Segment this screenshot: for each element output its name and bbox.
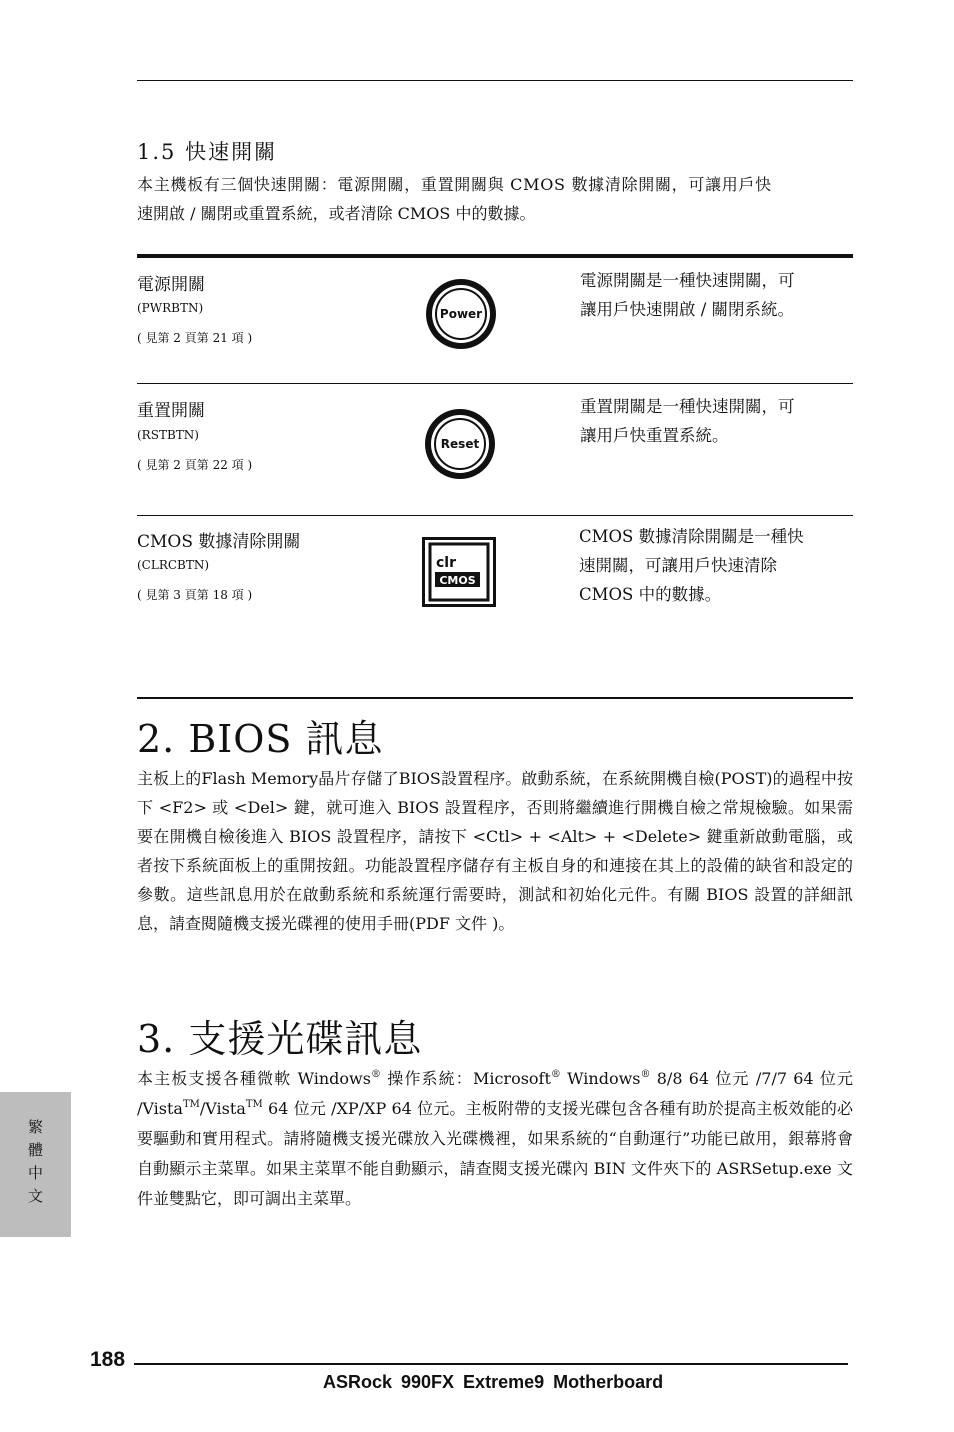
registered-mark: ® [550, 1069, 561, 1080]
switch-ref: ( 見第 2 頁第 21 項 ) [137, 331, 253, 345]
section-1-5-intro-line1: 本主機板有三個快速開關：電源開關，重置開關與 CMOS 數據清除開關，可讓用戶快 [137, 175, 772, 194]
section-3-text: Windows [560, 1069, 641, 1088]
switch-desc-line: 電源開關是一種快速開關，可 [580, 271, 795, 290]
page-number: 188 [90, 1348, 126, 1371]
switch-name: 重置開關 [137, 401, 205, 421]
language-side-tab [0, 1092, 71, 1237]
switch-desc-line: 速開關，可讓用戶快速清除 [579, 556, 777, 575]
section-3-title: 3. 支援光碟訊息 [137, 1017, 423, 1061]
table-top-rule [137, 254, 853, 258]
switch-name: 電源開關 [137, 275, 205, 295]
switch-desc-line: CMOS 中的數據。 [579, 585, 722, 604]
cmos-icon-label: CMOS [439, 574, 476, 587]
section-3-text: 64 位元 /XP/XP 64 位元。主板附帶的支援光碟包含各種有助於提高主板效能的必要驅動和實用程式。請將隨機支援光碟放入光碟機裡，如果系統的“自動運行”功能已啟用，銀幕將會自動顯示主菜單。如果主菜單不能自動顯示，請查閱支援光碟內 BIN 文件夾下的 ASRSetup.exe 文件並雙點它，即可調出主菜單。 [137, 1099, 853, 1208]
registered-mark: ® [370, 1069, 381, 1080]
switch-code: (RSTBTN) [137, 428, 199, 442]
reset-icon-label: Reset [440, 437, 480, 451]
section-2-rule [137, 697, 853, 699]
section-1-5-title: 1.5 快速開關 [137, 140, 278, 164]
section-2-body: 主板上的Flash Memory晶片存儲了BIOS設置程序。啟動系統，在系統開機自檢(POST)的過程中按下 <F2> 或 <Del> 鍵，就可進入 BIOS 設置程序，否則將繼續進行開機自檢之常規檢驗。如果需要在開機自檢後進入 BIOS 設置程序，請按下 <Ctl> + <Alt> + <Delete> 鍵重新啟動電腦，或者按下系統面板上的重開按鈕。功能設置程序儲存有主板自身的和連接在其上的設備的缺省和設定的參數。這些訊息用於在啟動系統和系統運行需要時，測試和初始化元件。有關 BIOS 設置的詳細訊息，請查閱隨機支援光碟裡的使用手冊(PDF 文件 )。 [137, 769, 853, 933]
section-3-body [137, 1064, 853, 1214]
switch-desc [579, 522, 804, 609]
switch-code: (CLRCBTN) [137, 558, 210, 572]
power-button-icon [423, 276, 499, 352]
clear-cmos-button-icon [422, 537, 496, 607]
trademark-mark: TM [182, 1099, 200, 1110]
row-divider [137, 383, 853, 384]
trademark-mark: TM [245, 1099, 263, 1110]
switch-desc-line: 重置開關是一種快速開關，可 [580, 397, 795, 416]
switch-desc [580, 266, 795, 324]
switch-desc-line: 讓用戶快重置系統。 [580, 426, 729, 445]
switch-desc-line: CMOS 數據清除開關是一種快 [579, 527, 804, 546]
top-rule [137, 80, 853, 81]
switch-ref: ( 見第 2 頁第 22 項 ) [137, 458, 253, 472]
footer-product: ASRock 990FX Extreme9 Motherboard [323, 1372, 664, 1392]
switch-ref: ( 見第 3 頁第 18 項 ) [137, 588, 253, 602]
switch-desc-line: 讓用戶快速開啟 / 關閉系統。 [580, 300, 795, 319]
switch-desc [580, 392, 795, 450]
switch-code: (PWRBTN) [137, 301, 204, 315]
language-tab-label: 繁體中文 [26, 1118, 44, 1211]
section-1-5-intro-line2: 速開啟 / 關閉或重置系統，或者清除 CMOS 中的數據。 [137, 204, 536, 223]
switch-name: CMOS 數據清除開關 [137, 532, 301, 552]
section-3-text: 8/8 64 位元 /7/7 64 位元 /Vista [137, 1069, 853, 1118]
section-2-title: 2. BIOS 訊息 [137, 717, 384, 761]
section-3-text: /Vista [199, 1099, 246, 1118]
registered-mark: ® [640, 1069, 651, 1080]
row-divider [137, 515, 853, 516]
footer-rule [134, 1363, 848, 1365]
section-3-text: 操作系統：Microsoft [380, 1069, 551, 1088]
reset-button-icon [422, 406, 498, 482]
clr-icon-label: clr [436, 555, 457, 571]
power-icon-label: Power [439, 307, 483, 321]
section-3-text: 本主板支援各種微軟 Windows [137, 1069, 371, 1088]
